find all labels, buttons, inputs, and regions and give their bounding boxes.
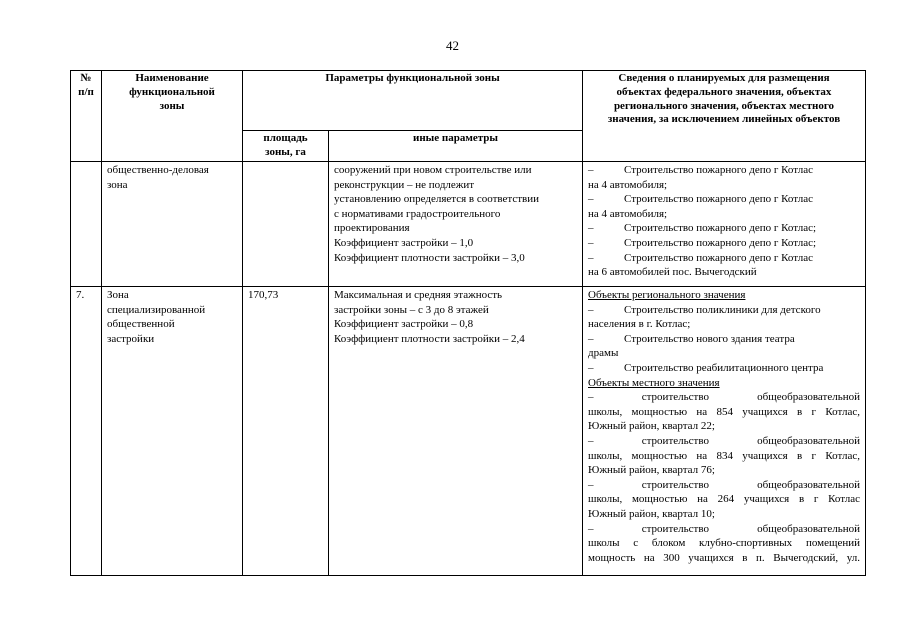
- row2-info: Объекты регионального значения – Строительство поликлиники для детского населения в г. Котлас; – Строительство нового здания театра драмы – Строительство реабилитационного центра Объекты местного значения – строительство общеобразовательной школы, мощностью на 854 учащихся в г Котлас, Южный район, квартал 22; – строительство общеобразовательной школы, мощностью на 834 учащихся в г Котлас, Южный район, квартал 76; – строительство общеобразовательной школы, мощностью на 264 учащихся в г Котлас Южный район, квартал 10; – строительство общеобразовательной школы с блоком клубно-спортивных помещений мощность на 300 учащихся в п. Вычегодский, ул.: [583, 287, 866, 576]
- row1-name: общественно-деловая зона: [102, 162, 243, 287]
- row1-info: – Строительство пожарного депо г Котлас на 4 автомобиля; – Строительство пожарного депо г Котлас на 4 автомобиля; – Строительство пожарного депо г Котлас; – Строительство пожарного депо г Котлас; – Строительство пожарного депо г Котлас на 6 автомобилей пос. Вычегодский: [583, 162, 866, 287]
- header-num: № п/п: [71, 71, 102, 162]
- zones-table: [70, 70, 866, 576]
- header-area: площадь зоны, га: [243, 131, 329, 162]
- list-item: – Строительство пожарного депо г Котлас: [588, 251, 814, 264]
- list-item: – строительство общеобразовательной: [588, 434, 860, 447]
- header-info: Сведения о планируемых для размещения объектах федерального значения, объектах регионального значения, объектах местного значения, за исключением линейных объектов: [583, 71, 866, 162]
- table-row: [71, 162, 866, 287]
- header-row: [71, 71, 866, 131]
- header-params: Параметры функциональной зоны: [243, 71, 583, 131]
- list-item: – Строительство поликлиники для детского: [588, 303, 821, 316]
- local-heading: Объекты местного значения: [588, 376, 720, 389]
- row2-num: 7.: [71, 287, 102, 576]
- row2-name: Зона специализированной общественной застройки: [102, 287, 243, 576]
- header-other-params: иные параметры: [329, 131, 583, 162]
- list-item: – Строительство пожарного депо г Котлас: [588, 164, 814, 176]
- row1-num: [71, 162, 102, 287]
- list-item: – строительство общеобразовательной: [588, 391, 860, 404]
- list-item: – строительство общеобразовательной: [588, 478, 860, 491]
- list-item: – Строительство пожарного депо г Котлас: [588, 193, 814, 206]
- header-zone-name: Наименование функциональной зоны: [102, 71, 243, 162]
- row2-area: 170,73: [243, 287, 329, 576]
- list-item: – Строительство пожарного депо г Котлас;: [588, 236, 817, 249]
- table-row: [71, 287, 866, 576]
- list-item: – строительство общеобразовательной: [588, 522, 860, 535]
- list-item: – Строительство реабилитационного центра: [588, 361, 824, 374]
- list-item: – Строительство пожарного депо г Котлас;: [588, 222, 817, 235]
- list-item: – Строительство нового здания театра: [588, 332, 795, 345]
- page-number: 42: [446, 38, 459, 53]
- regional-heading: Объекты регионального значения: [588, 289, 746, 301]
- row1-params: сооружений при новом строительстве или реконструкции – не подлежит установлению определяется в соответствии с нормативами градостроительного проектирования Коэффициент застройки – 1,0 Коэффициент плотности застройки – 3,0: [329, 162, 583, 287]
- row2-params: Максимальная и средняя этажность застройки зоны – с 3 до 8 этажей Коэффициент застройки – 0,8 Коэффициент плотности застройки – 2,4: [329, 287, 583, 576]
- row1-area: [243, 162, 329, 287]
